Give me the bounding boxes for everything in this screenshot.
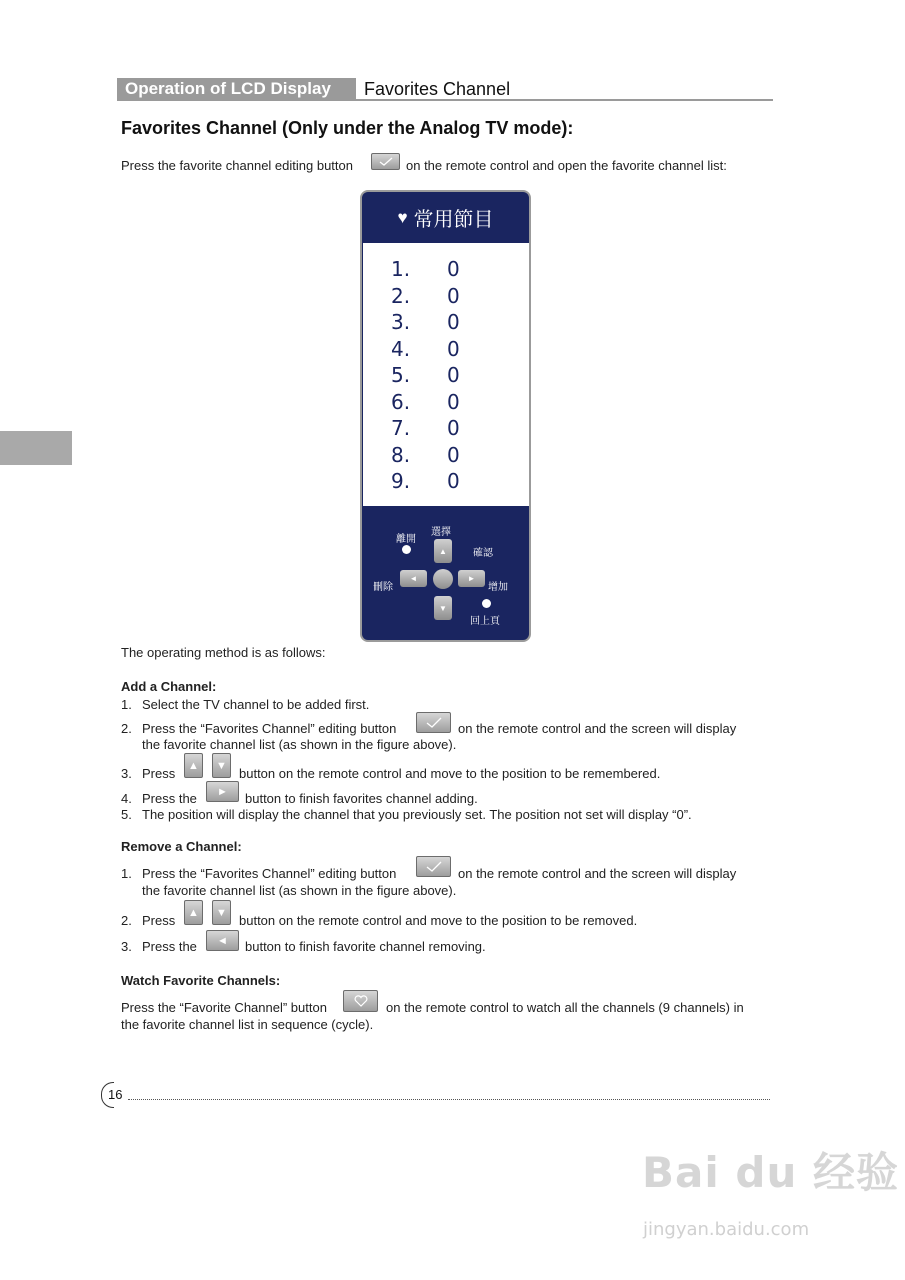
up-arrow-button-icon: ▲ — [184, 753, 203, 778]
right-arrow-icon: ► — [458, 570, 485, 587]
step-number: 3. — [121, 939, 132, 954]
step-number: 4. — [121, 791, 132, 806]
header-title: Favorites Channel — [364, 79, 511, 99]
delete-label: 刪除 — [373, 582, 393, 593]
back-dot-icon — [482, 599, 491, 608]
add-step-2-text-line2: the favorite channel list (as shown in the figure above). — [142, 737, 457, 752]
step-number: 3. — [121, 766, 132, 781]
panel-header — [362, 192, 529, 243]
list-item: 4. 0 — [391, 337, 460, 361]
intro-text-before: Press the favorite channel editing button — [121, 158, 353, 173]
remove-step-3-text: Press the — [142, 939, 197, 954]
add-label: 增加 — [488, 582, 508, 593]
header-section-tab: Operation of LCD Display — [117, 78, 356, 100]
left-arrow-icon: ◄ — [400, 570, 427, 587]
footer-dotted-rule — [128, 1087, 770, 1100]
remove-step-2-text-cont: button on the remote control and move to the position to be removed. — [239, 913, 638, 928]
left-arrow-button-icon: ◄ — [206, 930, 239, 951]
step-number: 2. — [121, 913, 132, 928]
center-ok-icon — [433, 569, 453, 589]
side-chapter-tab — [0, 431, 72, 465]
step-number: 1. — [121, 866, 132, 881]
list-item: 1. 0 — [391, 257, 460, 281]
step-number: 1. — [121, 697, 132, 712]
list-item: 3. 0 — [391, 310, 460, 334]
watch-heading: Watch Favorite Channels: — [121, 973, 281, 988]
select-label: 選擇 — [431, 527, 451, 538]
heart-button-icon — [343, 990, 378, 1012]
add-step-1: Select the TV channel to be added first. — [142, 697, 370, 712]
list-item: 7. 0 — [391, 416, 460, 440]
checkmark-button-icon — [371, 153, 400, 170]
list-item: 8. 0 — [391, 443, 460, 467]
back-label: 回上頁 — [470, 616, 500, 627]
header-divider — [117, 99, 773, 101]
page-number: 16 — [108, 1087, 123, 1102]
checkmark-button-icon — [416, 712, 451, 733]
intro-text-after: on the remote control and open the favorite channel list: — [406, 158, 727, 173]
exit-dot-icon — [402, 545, 411, 554]
add-step-4-text: Press the — [142, 791, 197, 806]
up-arrow-icon: ▲ — [434, 539, 452, 563]
remove-step-1-text: Press the “Favorites Channel” editing button — [142, 866, 397, 881]
list-item: 6. 0 — [391, 390, 460, 414]
watch-text: Press the “Favorite Channel” button — [121, 1000, 327, 1015]
down-arrow-button-icon: ▼ — [212, 900, 231, 925]
remove-step-3-text-cont: button to finish favorite channel removing. — [245, 939, 486, 954]
add-step-3-text: Press — [142, 766, 176, 781]
list-item: 5. 0 — [391, 363, 460, 387]
favorite-channel-list — [363, 243, 529, 506]
step-number: 2. — [121, 721, 132, 736]
operating-intro: The operating method is as follows: — [121, 645, 326, 660]
add-step-5: The position will display the channel that you previously set. The position not set will display “0”. — [142, 807, 692, 822]
watch-text-line2: the favorite channel list in sequence (cycle). — [121, 1017, 374, 1032]
add-step-4-text-cont: button to finish favorites channel adding. — [245, 791, 478, 806]
panel-title: 常用節目 — [413, 209, 494, 231]
favorite-channel-panel — [360, 190, 531, 642]
section-title: Favorites Channel (Only under the Analog TV mode): — [121, 118, 574, 138]
add-step-3-text-cont: button on the remote control and move to the position to be remembered. — [239, 766, 661, 781]
watch-text-cont: on the remote control to watch all the channels (9 channels) in — [386, 1000, 744, 1015]
add-step-2-text-cont: on the remote control and the screen will display — [458, 721, 737, 736]
checkmark-button-icon — [416, 856, 451, 877]
confirm-label: 確認 — [473, 548, 493, 559]
remove-step-2-text: Press — [142, 913, 176, 928]
watermark-logo: Bai du 经验 — [642, 1148, 899, 1197]
list-item: 9. 0 — [391, 469, 460, 493]
right-arrow-button-icon: ► — [206, 781, 239, 802]
remove-step-1-text-cont: on the remote control and the screen will display — [458, 866, 737, 881]
add-heading: Add a Channel: — [121, 679, 217, 694]
heart-icon: ♥ — [397, 207, 408, 227]
add-step-2-text: Press the “Favorites Channel” editing button — [142, 721, 397, 736]
remove-heading: Remove a Channel: — [121, 839, 242, 854]
remove-step-1-text-line2: the favorite channel list (as shown in the figure above). — [142, 883, 457, 898]
up-arrow-button-icon: ▲ — [184, 900, 203, 925]
watermark-url: jingyan.baidu.com — [643, 1219, 810, 1240]
list-item: 2. 0 — [391, 284, 460, 308]
down-arrow-button-icon: ▼ — [212, 753, 231, 778]
down-arrow-icon: ▼ — [434, 596, 452, 620]
step-number: 5. — [121, 807, 132, 822]
exit-label: 離開 — [396, 534, 416, 545]
